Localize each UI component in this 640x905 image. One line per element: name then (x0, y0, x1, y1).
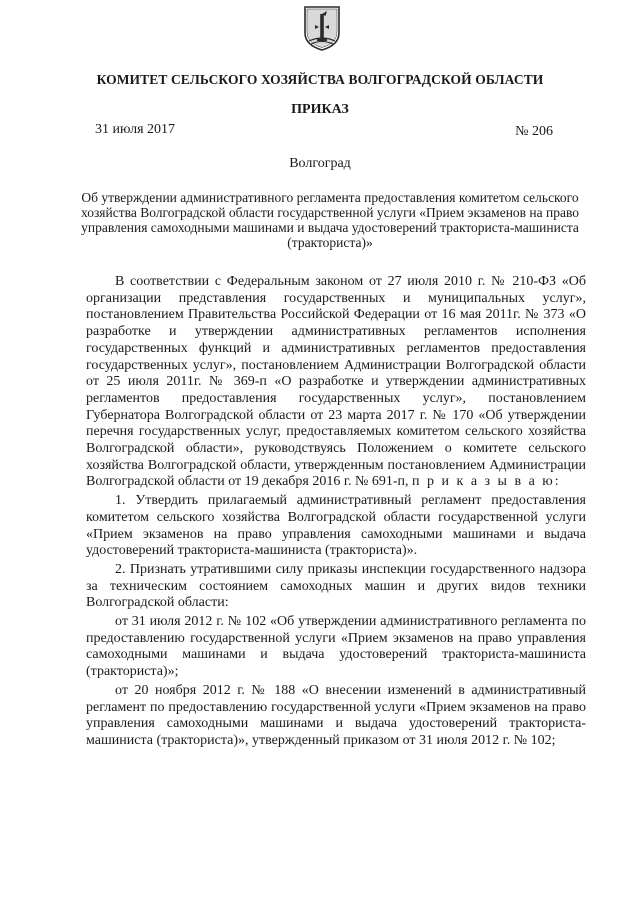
paragraph-repealed-order-2: от 20 ноября 2012 г. № 188 «О внесении изменений в административный регламент по предоставлению государственной услуги «Прием экзаменов на право управления самоходными машинами и выдача удостоверений тракториста-машиниста (тракториста)», утвержденный приказом от 31 июля 2012 г. № 102; (86, 682, 586, 748)
paragraph-item-1: 1. Утвердить прилагаемый административный регламент предоставления комитетом сельского хозяйства Волгоградской области государственной услуги «Прием экзаменов на право управления самоходными машинами и выдача удостоверений тракториста-машиниста (тракториста)». (86, 493, 586, 559)
document-subject: Об утверждении административного регламента предоставления комитетом сельского хозяйства Волгоградской области государственной услуги «Прием экзаменов на право управления самоходными машинами и выдача удостоверений тракториста-машиниста (тракториста)» (80, 190, 580, 250)
coat-of-arms-icon (303, 5, 341, 51)
paragraph-preamble (86, 274, 586, 491)
document-date: 31 июля 2017 (95, 122, 176, 137)
document-type: ПРИКАЗ (291, 102, 349, 117)
organization-title: КОМИТЕТ СЕЛЬСКОГО ХОЗЯЙСТВА ВОЛГОГРАДСКОЙ ОБЛАСТИ (96, 72, 544, 87)
document-city: Волгоград (289, 156, 351, 171)
paragraph-item-2: 2. Признать утратившими силу приказы инспекции государственного надзора за техническим состоянием самоходных машин и других видов техники Волгоградской области: (86, 561, 586, 611)
paragraph-repealed-order-1: от 31 июля 2012 г. № 102 «Об утверждении административного регламента по предоставлению государственной услуги «Прием экзаменов на право управления самоходными машинами и выдача удостоверений тракториста-машиниста (тракториста)»; (86, 614, 586, 680)
document-number: № 206 (515, 124, 553, 139)
document-body (86, 274, 586, 750)
preamble-text: В соответствии с Федеральным законом от 27 июля 2010 г. № 210-ФЗ «Об организации представления государственных и муниципальных услуг», постановлением Правительства Российской Федерации от 16 мая 2011г. № 373 «О разработке и утверждении административных регламентов исполнения государственных функций и административных регламентов предоставления государственных услуг», постановлением Администрации Волгоградской области от 25 июля 2011г. № 369-п «О разработке и утверждении административных регламентов предоставления государственных услуг», постановлением Губернатора Волгоградской области от 23 марта 2017 г. № 170 «Об утверждении перечня государственных услуг, предоставляемых комитетом сельского хозяйства Волгоградской области», руководствуясь Положением о комитете сельского хозяйства Волгоградской области, утвержденным постановлением Администрации Волгоградской области от 19 декабря 2016 г. № 691-п, (86, 274, 586, 490)
order-word: п р и к а з ы в а ю: (412, 474, 561, 490)
